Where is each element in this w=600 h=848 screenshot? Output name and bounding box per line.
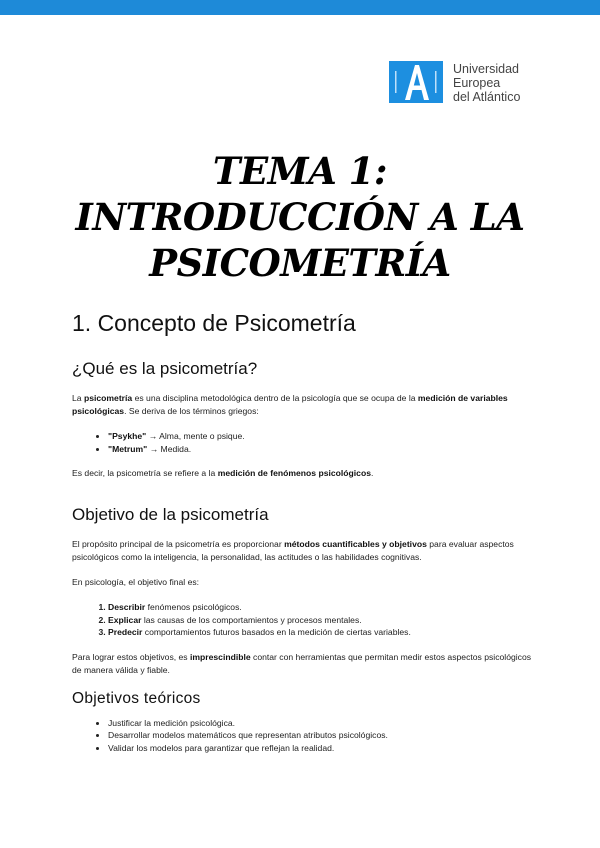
logo-line-3: del Atlántico	[453, 90, 521, 104]
top-accent-bar	[0, 0, 600, 15]
section-heading: 1. Concepto de Psicometría	[72, 310, 356, 336]
theoretical-heading: Objetivos teóricos	[72, 689, 201, 707]
theoretical-list	[72, 717, 532, 755]
goals-list	[72, 601, 532, 639]
title-line-3: PSICOMETRÍA	[149, 241, 451, 285]
purpose-paragraph: El propósito principal de la psicometría es proporcionar métodos cuantificables y objetivos para evaluar aspectos psicológicos como la inteligencia, la personalidad, las actitudes o las habilidades cognitivas.	[72, 539, 514, 562]
definition-paragraph: La psicometría es una disciplina metodológica dentro de la psicología que se ocupa de la medición de variables psicológicas. Se deriva de los términos griegos:	[72, 393, 508, 416]
logo-text	[453, 62, 520, 104]
list-item: 1. Describir fenómenos psicológicos.	[108, 601, 532, 614]
list-item: • Justificar la medición psicológica.	[108, 717, 532, 730]
list-item: • Validar los modelos para garantizar que reflejan la realidad.	[108, 742, 532, 755]
logo-line-2: Europea	[453, 76, 501, 90]
what-is-heading: ¿Qué es la psicometría?	[72, 359, 258, 378]
list-item: 2. Explicar las causas de los comportamientos y procesos mentales.	[108, 614, 532, 627]
list-item: • Desarrollar modelos matemáticos que representan atributos psicológicos.	[108, 729, 532, 742]
logo-line-1: Universidad	[453, 62, 520, 76]
greek-terms-list	[72, 430, 532, 455]
list-item: • "Metrum" → Medida.	[108, 443, 532, 456]
university-logo	[389, 61, 520, 104]
logo-a-icon	[389, 61, 443, 103]
objective-heading: Objetivo de la psicometría	[72, 505, 269, 524]
logo-mark	[389, 61, 443, 103]
list-item: • "Psykhe" → Alma, mente o psique.	[108, 430, 532, 443]
tools-paragraph: Para lograr estos objetivos, es imprescindible contar con herramientas que permitan medir estos aspectos psicológicos de manera válida y fiable.	[72, 651, 532, 675]
document-body	[72, 308, 532, 766]
title-line-1: TEMA 1:	[212, 149, 388, 193]
summary-paragraph: Es decir, la psicometría se refiere a la medición de fenómenos psicológicos.	[72, 468, 374, 478]
document-title	[0, 148, 600, 286]
title-line-2: INTRODUCCIÓN A LA	[75, 195, 525, 239]
final-goal-paragraph: En psicología, el objetivo final es:	[72, 577, 200, 587]
list-item: 3. Predecir comportamientos futuros basados en la medición de ciertas variables.	[108, 626, 532, 639]
